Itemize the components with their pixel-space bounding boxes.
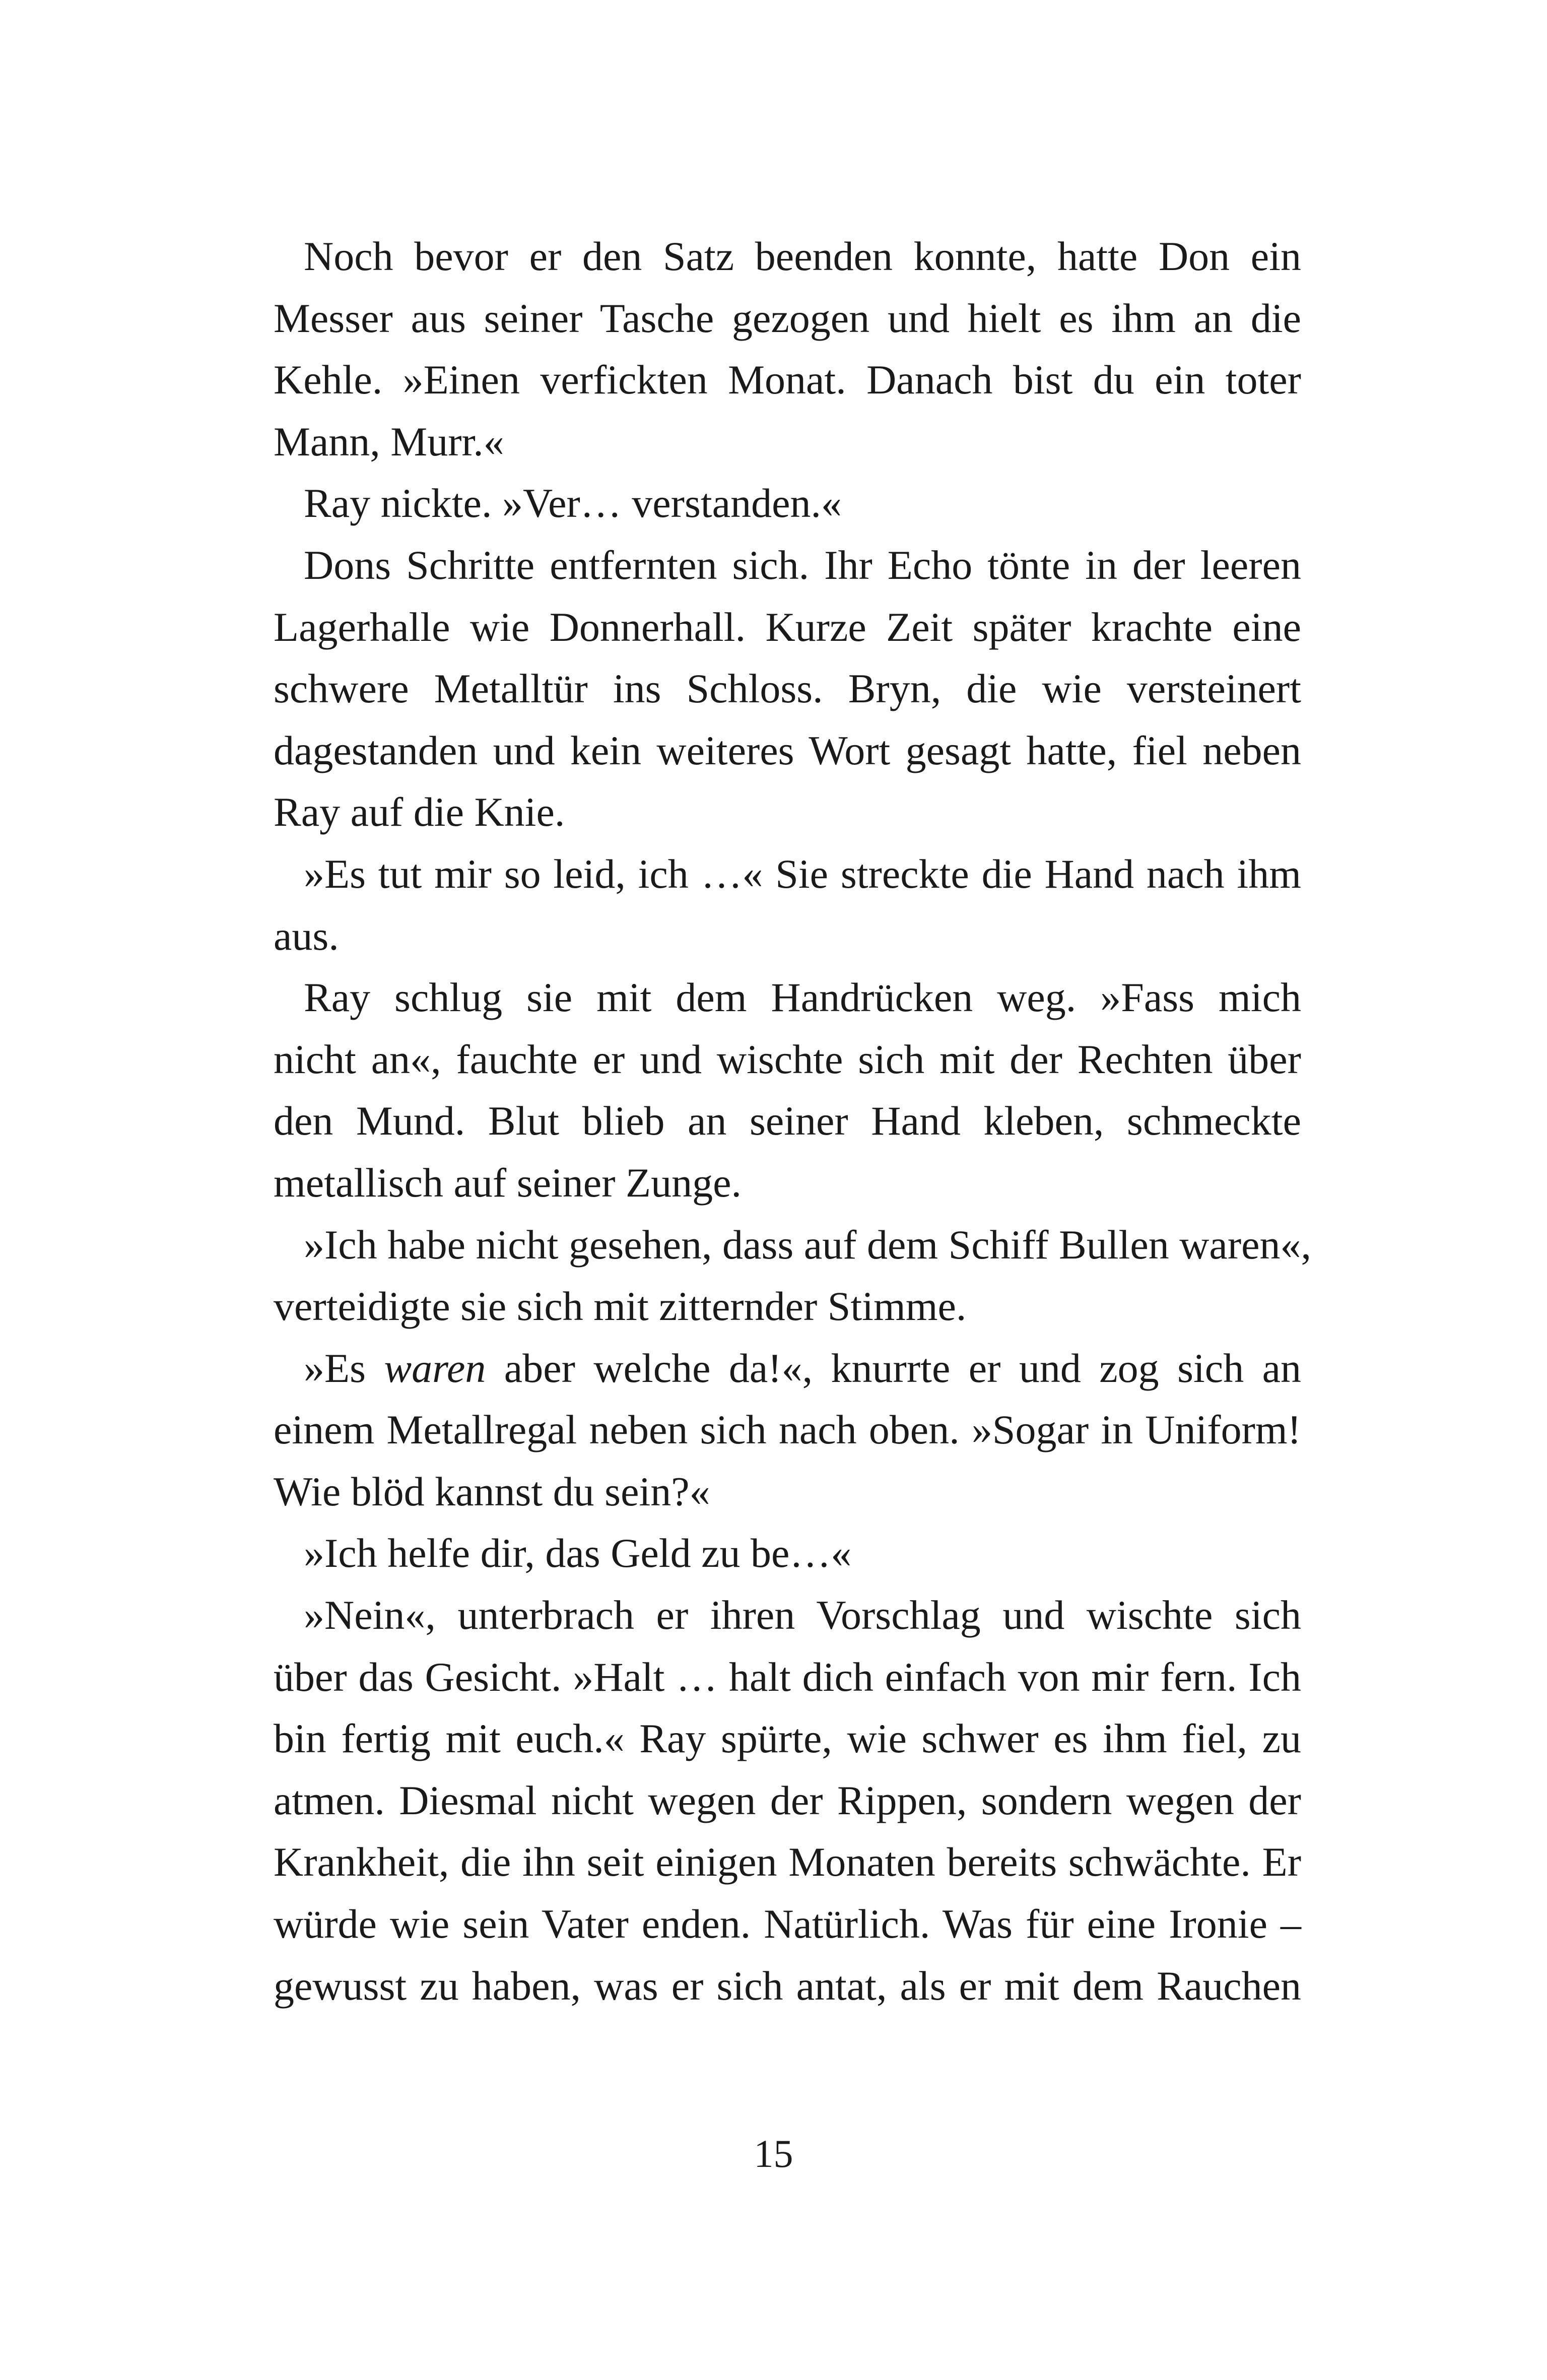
text-line: Ray auf die Knie. [274, 789, 565, 835]
text-line: »Ich habe nicht gesehen, dass auf dem Schiff Bullen waren«, [304, 1221, 1312, 1268]
text-run: aber welche da!«, knurrte er und zog sich an [486, 1345, 1302, 1391]
text-line: Krankheit, die ihn seit einigen Monaten bereits schwächte. Er [274, 1839, 1301, 1885]
text-line: Wie blöd kannst du sein?« [274, 1468, 710, 1514]
text-line: verteidigte sie sich mit zitternder Stimme. [274, 1283, 967, 1330]
paragraph-9 [274, 1584, 1301, 2017]
text-line: würde wie sein Vater enden. Natürlich. Was für eine Ironie – [274, 1901, 1301, 1947]
paragraph-7 [274, 1338, 1301, 1523]
text-line: Messer aus seiner Tasche gezogen und hielt es ihm an die [274, 295, 1301, 341]
text-line: dagestanden und kein weiteres Wort gesagt hatte, fiel neben [274, 727, 1301, 773]
paragraph-5 [274, 967, 1301, 1214]
paragraph-8 [274, 1523, 1301, 1584]
text-line: den Mund. Blut blieb an seiner Hand kleben, schmeckte [274, 1098, 1301, 1144]
text-line: aus. [274, 912, 339, 959]
text-line: atmen. Diesmal nicht wegen der Rippen, sondern wegen der [274, 1777, 1301, 1823]
paragraph-4 [274, 843, 1301, 967]
text-line: »Nein«, unterbrach er ihren Vorschlag und wischte sich [304, 1592, 1301, 1638]
text-line: über das Gesicht. »Halt … halt dich einfach von mir fern. Ich [274, 1654, 1301, 1700]
text-line: nicht an«, fauchte er und wischte sich mit der Rechten über [274, 1036, 1301, 1082]
text-line: metallisch auf seiner Zunge. [274, 1159, 742, 1206]
text-line [274, 1338, 1301, 1400]
text-line: Ray schlug sie mit dem Handrücken weg. »Fass mich [304, 974, 1301, 1021]
text-line: »Ich helfe dir, das Geld zu be…« [304, 1530, 852, 1576]
body-text [274, 226, 1312, 2017]
text-line: Dons Schritte entfernten sich. Ihr Echo tönte in der leeren [304, 542, 1301, 588]
text-line: einem Metallregal neben sich nach oben. »Sogar in Uniform! [274, 1407, 1301, 1453]
text-line: Kehle. »Einen verfickten Monat. Danach bist du ein toter [274, 357, 1301, 403]
paragraph-2 [274, 473, 1301, 535]
paragraph-1 [274, 226, 1301, 473]
text-run: »Es [304, 1345, 384, 1391]
text-line: bin fertig mit euch.« Ray spürte, wie schwer es ihm fiel, zu [274, 1715, 1301, 1762]
text-line: »Es tut mir so leid, ich …« Sie streckte die Hand nach ihm [304, 850, 1301, 897]
text-line: Noch bevor er den Satz beenden konnte, hatte Don ein [304, 233, 1301, 279]
emphasis-text: waren [384, 1345, 486, 1391]
text-line: Ray nickte. »Ver… verstanden.« [304, 480, 842, 526]
text-line: schwere Metalltür ins Schloss. Bryn, die wie versteinert [274, 666, 1301, 712]
text-line: gewusst zu haben, was er sich antat, als er mit dem Rauchen [274, 1962, 1301, 2009]
text-line: Mann, Murr.« [274, 418, 504, 465]
paragraph-6 [274, 1214, 1312, 1338]
text-line: Lagerhalle wie Donnerhall. Kurze Zeit später krachte eine [274, 604, 1301, 650]
paragraph-3 [274, 535, 1301, 843]
page-number: 15 [754, 2132, 793, 2175]
